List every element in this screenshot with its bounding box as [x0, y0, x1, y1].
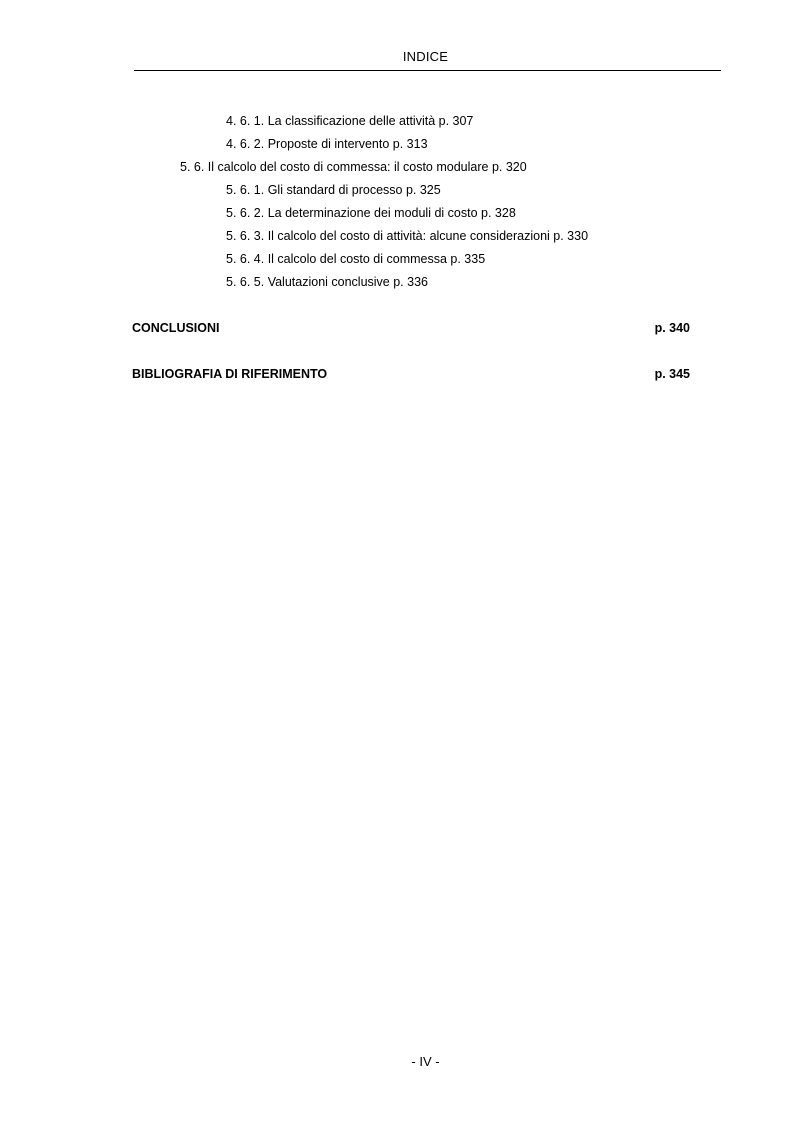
toc-section-conclusioni: [132, 320, 690, 336]
toc-entry: 5. 6. 1. Gli standard di processo p. 325: [226, 183, 441, 197]
toc-entry: 4. 6. 2. Proposte di intervento p. 313: [226, 137, 428, 151]
toc-section-page: p. 345: [654, 367, 690, 381]
toc-entry: 5. 6. 4. Il calcolo del costo di commessa p. 335: [226, 252, 486, 266]
toc-section-title: BIBLIOGRAFIA DI RIFERIMENTO: [132, 367, 328, 381]
toc-entry: 5. 6. Il calcolo del costo di commessa: il costo modulare p. 320: [180, 160, 527, 174]
toc-section-bibliografia: [132, 366, 690, 382]
toc-section-page: p. 340: [654, 321, 690, 335]
toc-entry: 5. 6. 2. La determinazione dei moduli di costo p. 328: [226, 206, 516, 220]
toc-section-title: CONCLUSIONI: [132, 321, 220, 335]
header-rule: [134, 70, 721, 71]
toc-entry: 5. 6. 3. Il calcolo del costo di attività: alcune considerazioni p. 330: [226, 229, 589, 243]
page-number-footer: - IV -: [411, 1054, 440, 1069]
toc-entry: 4. 6. 1. La classificazione delle attività p. 307: [226, 114, 474, 128]
toc-entry: 5. 6. 5. Valutazioni conclusive p. 336: [226, 275, 428, 289]
running-header-title: INDICE: [402, 49, 449, 64]
